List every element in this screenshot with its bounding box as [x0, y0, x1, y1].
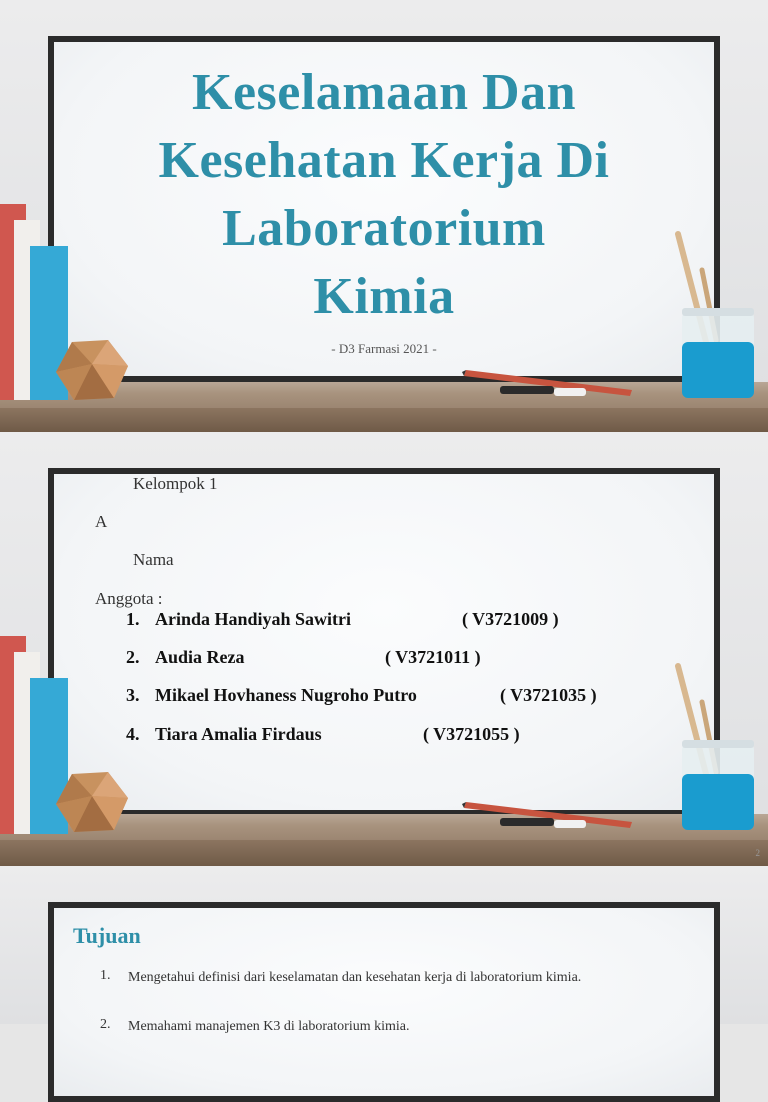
member-name: Tiara Amalia Firdaus	[155, 724, 322, 744]
slide-title-line-2: Kesehatan Kerja Di	[158, 132, 610, 189]
member-id: ( V3721009 )	[462, 609, 559, 629]
member-name: Arinda Handiyah Sawitri	[155, 609, 352, 629]
member-number: 3.	[126, 685, 140, 705]
whiteboard-surface	[54, 474, 714, 810]
member-id: ( V3721055 )	[423, 724, 520, 744]
members-heading: Nama	[133, 550, 174, 569]
member-name: Mikael Hovhaness Nugroho Putro	[155, 685, 417, 705]
slide-1	[0, 0, 768, 432]
member-id: ( V3721011 )	[385, 647, 481, 667]
group-label-suffix: A	[95, 512, 108, 531]
member-name: Audia Reza	[155, 647, 245, 667]
pencil-icon	[462, 366, 642, 400]
pencil-icon	[462, 798, 642, 832]
slide-title-line-1: Keselamaan Dan	[192, 64, 576, 121]
slide-number: 2	[755, 848, 760, 858]
member-number: 4.	[126, 724, 140, 744]
objective-text: Mengetahui definisi dari keselamatan dan kesehatan kerja di laboratorium kimia.	[128, 970, 582, 985]
objective-number: 2.	[100, 1017, 111, 1032]
wooden-shelf-edge	[0, 408, 768, 432]
group-label: Kelompok 1	[133, 474, 218, 493]
slide-title-line-4: Kimia	[313, 268, 455, 325]
whiteboard	[48, 468, 720, 816]
slide-title-line-3: Laboratorium	[222, 200, 546, 257]
section-heading: Tujuan	[73, 923, 141, 948]
member-id: ( V3721035 )	[500, 685, 597, 705]
objective-text: Memahami manajemen K3 di laboratorium kimia.	[128, 1019, 410, 1034]
whiteboard	[48, 902, 720, 1102]
slide-2	[0, 432, 768, 866]
member-number: 1.	[126, 609, 140, 629]
slide-3	[0, 866, 768, 1034]
members-heading-suffix: Anggota :	[95, 589, 163, 608]
member-number: 2.	[126, 647, 140, 667]
whiteboard-surface	[54, 908, 714, 1096]
slide-subtitle: - D3 Farmasi 2021 -	[331, 341, 437, 356]
wooden-shelf-edge	[0, 840, 768, 866]
geometric-ornament-icon	[52, 770, 130, 834]
objective-number: 1.	[100, 968, 111, 983]
brush-jar-icon	[672, 662, 762, 834]
